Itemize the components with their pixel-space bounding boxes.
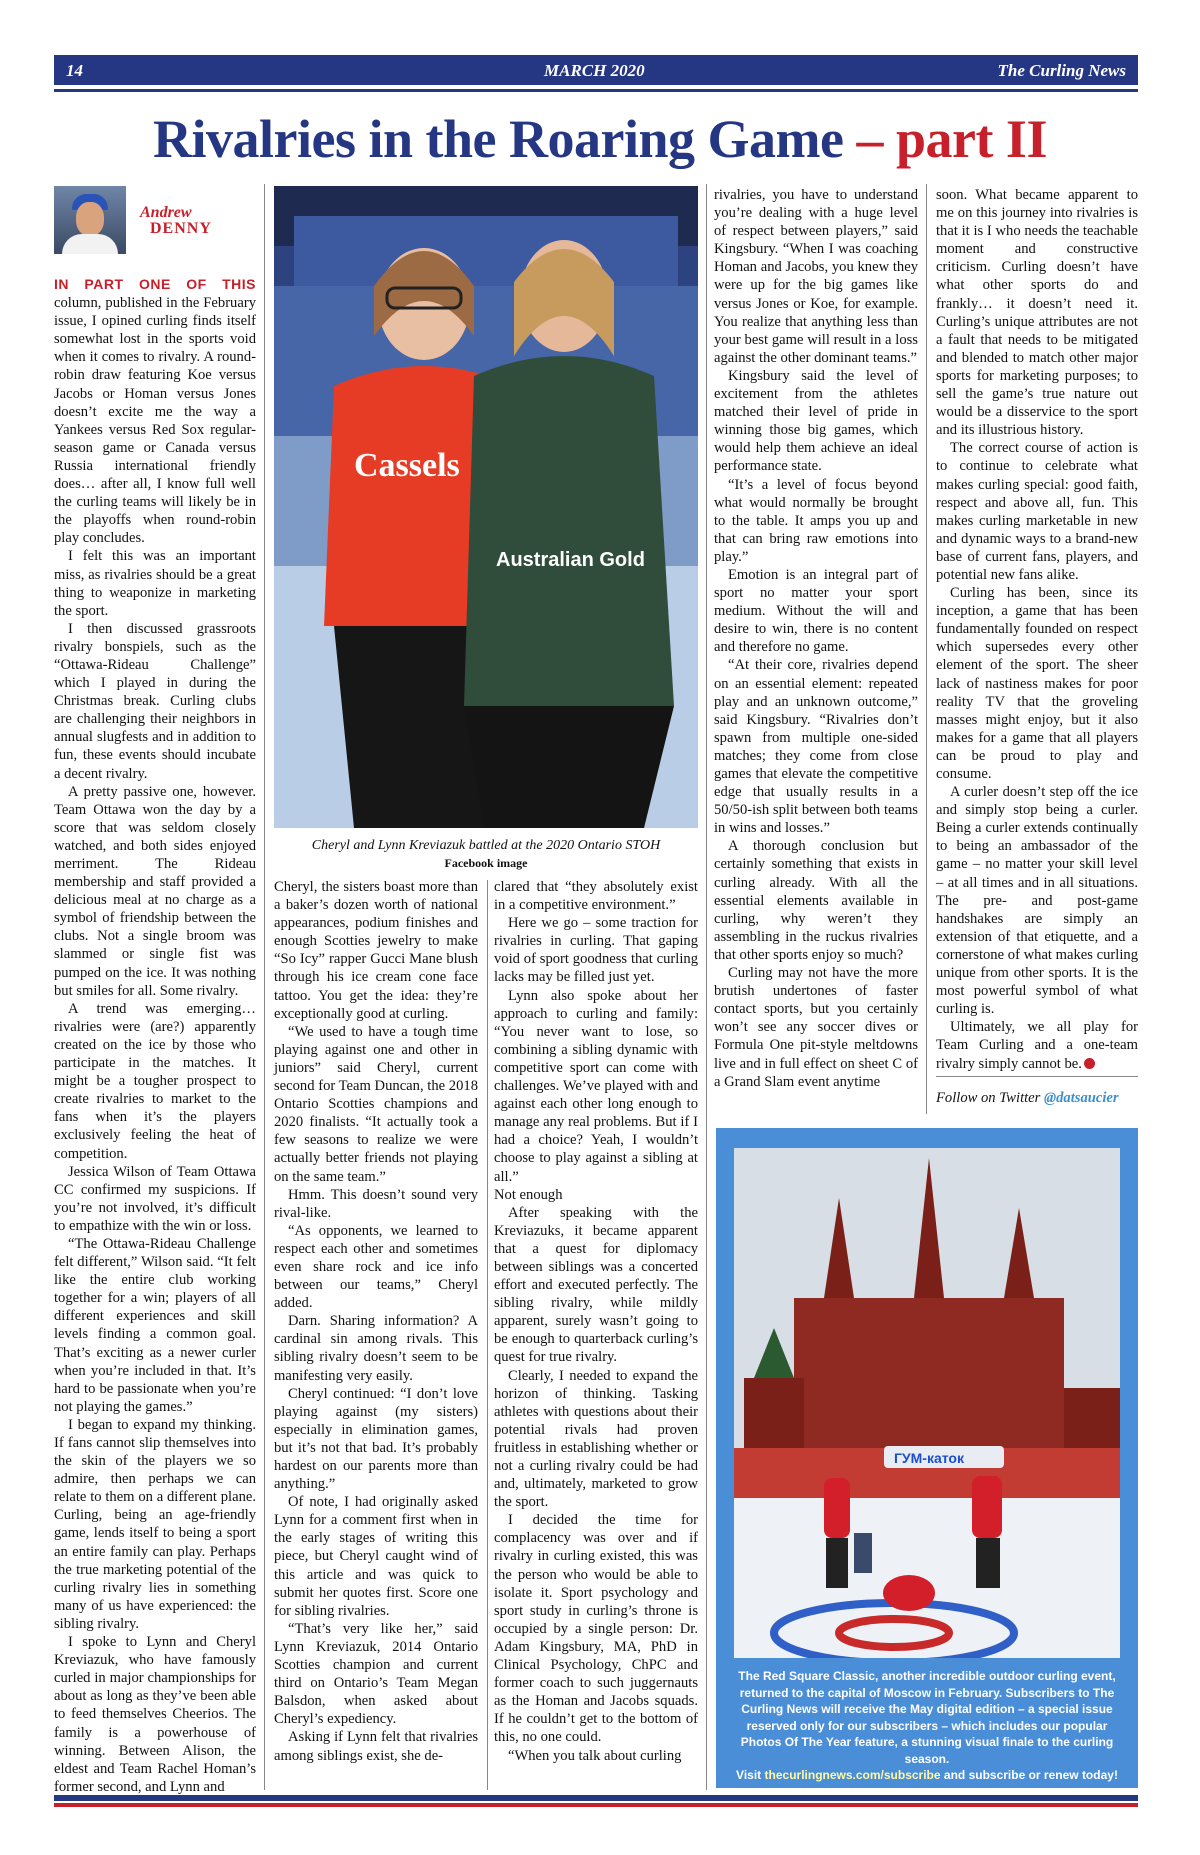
paragraph: Lynn also spoke about her approach to curling and family: “You never want to lose, so combining a sibling dynamic with competitive sport can come with challenges. We’ve played with and against each other long enough to manage any real problems. But if I had a choice? Yeah, I wouldn’t choose to play against a sibling at all.” [494,987,698,1185]
paragraph: Curling may not have the more brutish undertones of faster contact sports, but you certainly won’t see any soccer dives or Formula One pit-style meltdowns live and in full effect on sheet C of a Grand Slam event anytime [714,965,918,1090]
headline-part: part II [895,109,1047,169]
paragraph: Darn. Sharing information? A cardinal sin among rivals. This sibling rivalry doesn’t seem to be manifesting very easily. [274,1313,478,1384]
sign-text: ГУМ-каток [894,1450,964,1466]
article-column-1 [54,275,256,1796]
paragraph: I decided the time for complacency was over and if rivalry in curling existed, this was the person who would be able to isolate it. Sport psychology and sport study in curling’s throne is occupied by a single person: Dr. Adam Kingsbury, MA, PhD in Clinical Psychology, ChPC and former coach to such juggernauts as the Homan and Jacobs squads. If he couldn’t get to the bottom of this, no one could. [494,1512,698,1746]
paragraph: Kingsbury said the level of excitement from the athletes matched their level of pride in winning those big games, which would help them achieve an ideal performance state. [714,367,918,475]
headline-main: Rivalries in the Roaring Game [153,109,844,169]
column-rule [487,880,488,1790]
paragraph: “When you talk about curling [508,1747,682,1764]
subscribe-link[interactable]: thecurlingnews.com/subscribe [764,1768,941,1782]
byline [54,186,224,256]
twitter-follow [936,1090,1136,1107]
follow-prefix: Follow on Twitter [936,1090,1044,1106]
end-mark-icon [1084,1058,1095,1069]
paragraph: A trend was emerging… rivalries were (are?) apparently created on the ice by those who participate in the matches. It might be a tougher prospect to create rivalries to market to the fans when it’s the players exclusively feeling the heat of competition. [54,1000,256,1162]
headline [0,108,1200,170]
paragraph: Emotion is an integral part of sport no matter your sport medium. Without the will and desire to win, there is no content and therefore no game. [714,566,918,656]
paragraph: “We used to have a tough time playing against one and other in juniors” said Cheryl, current second for Team Duncan, the 2018 Ontario Scotties champions and 2020 finalists. “It actually took a few seasons to realize we were actually better friends not playing on the same team.” [274,1023,478,1185]
footer-rule [54,1795,1138,1801]
paragraph: “The Ottawa-Rideau Challenge felt different,” Wilson said. “It felt like the entire club working together for a win; players of all different experiences and skill levels finding a common goal. That’s exciting as a newer curler when you’re included in that. It’s hard to be passionate when you’re not playing the games.” [54,1235,256,1415]
paragraph: I felt this was an important miss, as rivalries should be a great thing to weaponize in marketing the sport. [54,548,256,619]
paragraph: “It’s a level of focus beyond what would normally be brought to the table. It amps you up and that can bring raw emotions into play.” [714,476,918,565]
paragraph: A curler doesn’t step off the ice and simply stop being a curler. Being a curler extends continually to being an ambassador of the game – no matter your skill level – at all times and in all situations. The pre- and post-game handshakes are simply an extension of that etiquette, and a cornerstone of what makes curling unique from other sports. It is the most powerful symbol of what curling is. [936,784,1138,1018]
paragraph: Hmm. This doesn’t sound very rival-like. [274,1186,478,1221]
article-column-5 [936,186,1138,1073]
article-column-2 [274,878,478,1765]
paragraph: After speaking with the Kreviazuks, it became apparent that a quest for diplomacy between siblings was a concerted effort and executed perfectly. The sibling rivalry, while mildly apparent, surely wasn’t going to be enough to quarterback curling’s quest for true rivalry. [494,1204,698,1366]
footer-rule-red [54,1803,1138,1807]
follow-rule [936,1076,1138,1077]
paragraph: Here we go – some traction for rivalries in curling. That gaping void of sport goodness that curling lacks may be filled just yet. [494,915,698,986]
twitter-handle-link[interactable]: @datsaucier [1043,1090,1119,1106]
column-rule [264,184,265,1790]
paragraph: “At their core, rivalries depend on an essential element: repeated play and an unknown outcome,” said Kingsbury. “Rivalries don’t spawn from multiple one-sided matches; they come from close games that elevate the competitive edge that usually results in a 50/50-ish split between both teams in wins and losses.” [714,657,918,837]
issue-date: MARCH 2020 [544,61,645,80]
author-first-name: Andrew [140,204,192,221]
paragraph: Ultimately, we all play for Team Curling and a one-team rivalry simply cannot be. [936,1019,1138,1072]
red-square-caption: The Red Square Classic, another incredible outdoor curling event, returned to the capital of Moscow in February. Subscribers to The Curling News will receive the May digital edition – a special issue reserved only for our subscribers – which includes our popular Photos Of The Year feature, a stunning visual finale to the curling season. Visit thecurlingnews.com/subscribe and subscribe or renew today! [736,1669,1118,1782]
article-column-4 [714,186,918,1091]
shirt-text-cassels: Cassels [354,447,460,484]
paragraph: A thorough conclusion but certainly something that exists in curling already. With all the essential elements available in curling, why weren’t they assembling in the ruckus rivalries that other sports enjoy so much? [714,838,918,963]
subhead: Not enough [494,1186,563,1203]
paragraph: rivalries, you have to understand you’re dealing with a huge level of respect between players,” said Kingsbury. “When I was coaching Homan and Jacobs, you knew they were up for the big games like versus Jones or Koe, for example. You realize that anything less than your best game will result in a loss against the other dominant teams.” [714,187,918,366]
paragraph: Of note, I had originally asked Lynn for a comment first when in the early stages of writing this piece, but Cheryl caught wind of this article and was quick to submit her quotes first. Score one for sibling rivalries. [274,1494,478,1619]
paragraph: Clearly, I needed to expand the horizon of thinking. Tasking athletes with questions about their potential rivals had proven fruitless in establishing whether or not a curling rivalry could be had and, ultimately, marketed to grow the sport. [494,1367,698,1511]
paragraph: “That’s very like her,” said Lynn Kreviazuk, 2014 Ontario Scotties champion and current third on Ontario’s Team Megan Balsdon, when asked about Cheryl’s expediency. [274,1620,478,1728]
paragraph: I spoke to Lynn and Cheryl Kreviazuk, who have famously curled in major championships for about as long as they’ve been able to feed themselves Cheerios. The family is a powerhouse of winning. Between Alison, the eldest and Team Rachel Homan’s former second, and Lynn and [54,1634,256,1795]
paragraph: clared that “they absolutely exist in a competitive environment.” [494,879,698,914]
paragraph: soon. What became apparent to me on this journey into rivalries is that it is I who needs the teachable moment and constructive criticism. Curling doesn’t have what other sports do and frankly… it doesn’t need it. Curling’s unique attributes are not a fault that needs to be mitigated and blended to match other major sports for marketing purposes; to sell the game’s true nature out would be a disservice to the sport and its illustrious history. [936,187,1138,439]
page-number: 14 [66,61,83,80]
photo-kreviazuk-sisters [274,186,698,828]
article-column-3 [494,878,698,1765]
headline-dash: – [843,109,896,169]
header-rule [54,89,1138,92]
paragraph: Jessica Wilson of Team Ottawa CC confirmed my suspicions. If you’re not involved, it’s difficult to empathize with the win or loss. [54,1163,256,1234]
column-rule [926,184,927,1114]
paragraph: The correct course of action is to continue to celebrate what makes curling special: good faith, respect and above all, fun. This makes curling marketable in new and dynamic ways to a brand-new base of current fans, players, and potential new fans alike. [936,440,1138,583]
paragraph: “As opponents, we learned to respect each other and sometimes even share rock and ice info between our teams,” Cheryl added. [274,1222,478,1312]
author-last-name: DENNY [150,220,212,237]
paragraph: Curling has been, since its inception, a game that has been fundamentally founded on respect which supersedes every other element of the sport. The sheer lack of nastiness makes for poor reality TV that the groveling masses might enjoy, but it also makes for a game that all players can be proud to play and consume. [936,585,1138,782]
lead-in: IN PART ONE OF THIS [54,276,256,292]
paragraph: I began to expand my thinking. If fans cannot slip themselves into the skin of the players we so admire, then perhaps we can relate to them on a different plane. Curling, being an age-friendly game, lends itself to being a sport an entire family can play. Perhaps the true marketing potential of the curling rivalry lies in something many of us have experienced: the sibling rivalry. [54,1416,256,1632]
shirt-text-australian-gold: Australian Gold [496,549,645,571]
photo-caption: Cheryl and Lynn Kreviazuk battled at the 2020 Ontario STOH [311,838,661,853]
paragraph: I then discussed grassroots rivalry bonspiels, such as the “Ottawa-Rideau Challenge” which I played in during the Christmas break. Curling clubs are challenging their neighbors in annual slugfests and in addition to fun, these events should incubate a decent rivalry. [54,620,256,782]
paragraph: Cheryl, the sisters boast more than a baker’s dozen worth of national appearances, podium finishes and enough Scotties jewelry to make “So Icy” rapper Gucci Mane blush through his ice cream cone face tattoo. You get the idea: they’re exceptionally good at curling. [274,879,478,1022]
paragraph: Asking if Lynn felt that rivalries among siblings exist, she de- [274,1729,478,1764]
page-header-band [54,55,1138,85]
column-rule [706,184,707,1790]
paragraph: A pretty passive one, however. Team Ottawa won the day by a score that was seldom closely watched, and both sides enjoyed merriment. The Rideau membership and staff provided a delicious meal at no charge as a symbol of friendship between the clubs. Not a single broom was slammed or single fist was pumped on the ice. It was nothing but smiles for all. Some rivalry. [54,783,256,999]
photo-credit: Facebook image [444,856,528,870]
paragraph: IN PART ONE OF THIS column, published in the February issue, I opined curling finds itself somewhat lost in the sports void when it comes to rivalry. A round-robin draw featuring Koe versus Jacobs or Homan versus Jones doesn’t excite me the way a Yankees versus Red Sox regular-season game or Canada versus Russia international friendly does… after all, I know full well the curling teams will likely be in the playoffs when round-robin play concludes. [54,276,256,547]
author-avatar [54,186,126,254]
photo-red-square-classic [734,1148,1120,1658]
paragraph: Cheryl continued: “I don’t love playing against (my sisters) especially in elimination games, but it’s not that bad. It’s probably hardest on our parents more than anything.” [274,1385,478,1493]
publication-name: The Curling News [997,61,1126,80]
